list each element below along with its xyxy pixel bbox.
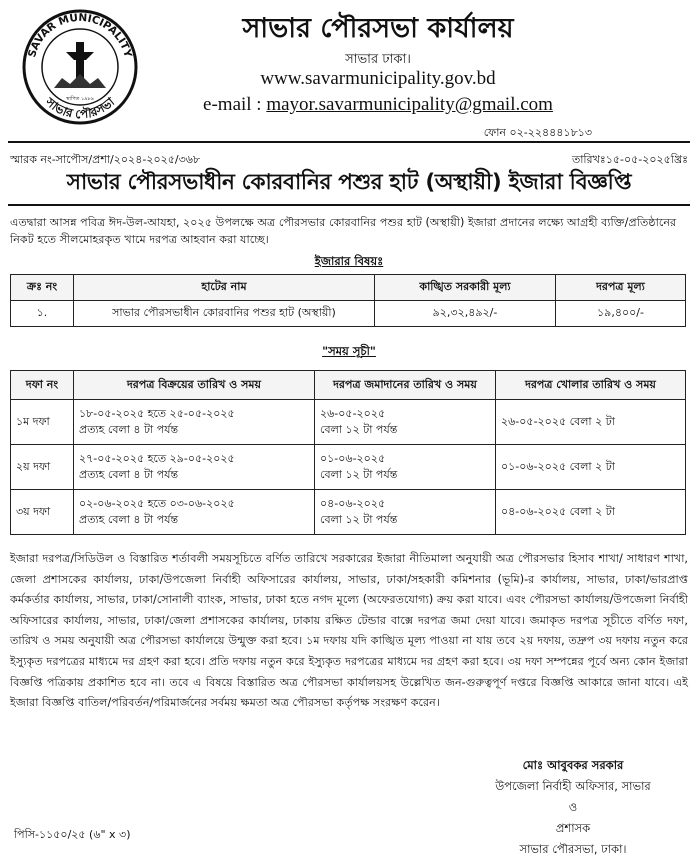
table-row bbox=[11, 400, 686, 445]
market-name-cell: সাভার পৌরসভাধীন কোরবানির পশুর হাট (অস্থায়ী) bbox=[74, 301, 375, 327]
email-label: e-mail : bbox=[203, 94, 267, 115]
column-header: দরপত্র খোলার তারিখ ও সময় bbox=[496, 371, 686, 400]
table-row bbox=[11, 445, 686, 490]
office-title: সাভার পৌরসভা কার্যালয় bbox=[242, 13, 514, 44]
submit-cell: ০৪-০৬-২০২৫ বেলা ১২ টা পর্যন্ত bbox=[315, 490, 496, 535]
column-header: দরপত্র বিক্রয়ের তারিখ ও সময় bbox=[74, 371, 315, 400]
intro-paragraph: এতদ্বারা আসন্ন পবিত্র ঈদ-উল-আযহা, ২০২৫ উপলক্ষে অত্র পৌরসভার কোরবানির পশুর হাট (অস্থায়ী) ইজারা প্রদানের লক্ষ্যে আগ্রহী ব্যক্তি/প্রতিষ্ঠানের নিকট হতে সীলমোহরকৃত খামে দরপত্র আহবান করা যাচ্ছে। bbox=[10, 216, 677, 246]
svg-text:SAVAR MUNICIPALITY: SAVAR MUNICIPALITY bbox=[26, 11, 134, 59]
lease-section-heading: ইজারার বিষয়ঃ bbox=[314, 254, 384, 268]
notice-page bbox=[8, 6, 690, 856]
submit-cell: ০১-০৬-২০২৫ বেলা ১২ টা পর্যন্ত bbox=[315, 445, 496, 490]
column-header: ক্রঃ নং bbox=[11, 275, 74, 301]
sale-cell: ১৮-০৫-২০২৫ হতে ২৫-০৫-২০২৫ প্রত্যহ বেলা ৪ টা পর্যন্ত bbox=[74, 400, 315, 445]
memo-reference: স্মারক নং-সাপৌস/প্রশা/২০২৪-২০২৫/৩৬৮ bbox=[10, 153, 201, 166]
column-header: দরপত্র জমাদানের তারিখ ও সময় bbox=[315, 371, 496, 400]
email-line bbox=[158, 94, 598, 116]
table-row bbox=[11, 301, 686, 327]
signatory-name: মোঃ আবুবকর সরকার bbox=[522, 758, 624, 772]
email-link[interactable]: mayor.savarmunicipality@gmail.com bbox=[266, 94, 553, 115]
signatory-office: সাভার পৌরসভা, ঢাকা। bbox=[519, 842, 627, 856]
open-cell: ২৬-০৫-২০২৫ বেলা ২ টা bbox=[496, 400, 686, 445]
open-cell: ০৪-০৬-২০২৫ বেলা ২ টা bbox=[496, 490, 686, 535]
column-header: কাঙ্খিত সরকারী মূল্য bbox=[375, 275, 556, 301]
column-header: দফা নং bbox=[11, 371, 74, 400]
signatory-role: প্রশাসক bbox=[555, 821, 591, 835]
tender-price-cell: ১৯,৪০০/- bbox=[556, 301, 686, 327]
notice-title: সাভার পৌরসভাধীন কোরবানির পশুর হাট (অস্থায়ী) ইজারা বিজ্ঞপ্তি bbox=[66, 170, 632, 195]
serial-cell: ১. bbox=[11, 301, 74, 327]
submit-cell: ২৬-০৫-২০২৫ বেলা ১২ টা পর্যন্ত bbox=[315, 400, 496, 445]
svg-text:সাভার পৌরসভা: সাভার পৌরসভা bbox=[42, 94, 118, 122]
website-link[interactable]: www.savarmunicipality.gov.bd bbox=[260, 68, 496, 89]
svg-text:স্থাপিত ১৯৮৯: স্থাপিত ১৯৮৯ bbox=[66, 96, 94, 102]
open-cell: ০১-০৬-২০২৫ বেলা ২ টা bbox=[496, 445, 686, 490]
sale-cell: ০২-০৬-২০২৫ হতে ০৩-০৬-২০২৫ প্রত্যহ বেলা ৪ টা পর্যন্ত bbox=[74, 490, 315, 535]
phase-cell: ৩য় দফা bbox=[11, 490, 74, 535]
header-divider bbox=[8, 141, 690, 143]
memo-date: তারিখঃ১৫-০৫-২০২৫খ্রিঃ bbox=[571, 153, 688, 166]
phase-cell: ২য় দফা bbox=[11, 445, 74, 490]
schedule-table-header bbox=[11, 371, 686, 400]
print-code: পিসি-১১৫০/২৫ (৬" x ৩) bbox=[14, 828, 131, 841]
title-divider bbox=[8, 204, 690, 206]
signatory-designation: উপজেলা নির্বাহী অফিসার, সাভার bbox=[495, 779, 651, 793]
table-row bbox=[11, 490, 686, 535]
column-header: দরপত্র মূল্য bbox=[556, 275, 686, 301]
lease-table bbox=[10, 274, 686, 327]
signature-block bbox=[460, 755, 686, 860]
phase-cell: ১ম দফা bbox=[11, 400, 74, 445]
office-location: সাভার ঢাকা। bbox=[345, 52, 411, 67]
schedule-table bbox=[10, 370, 686, 535]
signatory-and: ও bbox=[568, 800, 578, 814]
govt-price-cell: ৯২,৩২,৪৯২/- bbox=[375, 301, 556, 327]
municipality-seal-icon bbox=[14, 8, 146, 126]
schedule-heading: "সময় সূচী" bbox=[322, 344, 376, 358]
phone-number: ফোন ০২-২২৪৪৪১৮১৩ bbox=[483, 126, 592, 139]
lease-table-header bbox=[11, 275, 686, 301]
terms-paragraph: ইজারা দরপত্র/সিডিউল ও বিস্তারিত শর্তাবলী সময়সূচিতে বর্ণিত তারিখে সরকারের ইজারা নীতিমালা অনুযায়ী অত্র পৌরসভার হিসাব শাখা/ সাধারণ শাখা, জেলা প্রশাসকের কার্যালয়, ঢাকা/উপজেলা নির্বাহী অফিসারের কার্যালয়, সাভার, ঢাকা/সহকারী কমিশনার (ভূমি)-র কার্যালয়, সাভার, ঢাকা/ভারপ্রাপ্ত কর্মকর্তার কার্যালয়, সাভার, ঢাকা/সোনালী ব্যাংক, সাভার, ঢাকা হতে নগদ মূল্যে (অফেরতযোগ্য) ক্রয় করা যাবে। এবং পৌরসভা কার্যালয়/উপজেলা নির্বাহী অফিসারের কার্যালয়, সাভার, ঢাকা/জেলা প্রশাসকের কার্যালয়, ঢাকায় রক্ষিত টেন্ডার বাক্সে দরপত্র জমা দেয়া যাবে। জমাকৃত দরপত্র সূচীতে বর্ণিত দফা, তারিখ ও সময় অনুযায়ী অত্র পৌরসভা কার্যালয়ে উন্মুক্ত করা হবে। ১ম দফায় যদি কাঙ্খিত মূল্য পাওয়া না যায় তবে ২য় দফায়, তদ্রুপ ৩য় দফায় নতুন করে ইস্যুকৃত দরপত্রের মাধ্যমে দর গ্রহণ করা হবে। প্রতি দফায় নতুন করে ইস্যুকৃত দরপত্রের মাধ্যমে দর গ্রহণ করা হবে। ৩য় দফা সম্পন্নের পূর্বে অন্য কোন ইজারা বিজ্ঞপ্তি পত্রিকায় প্রকাশিত হবে না। তবে এ বিষয়ে বিস্তারিত অত্র পৌরসভা কার্যালয়সহ উল্লেখিত জন-গুরুত্বপূর্ণ দপ্তরে বিজ্ঞপ্তি আকারে জানা যাবে। এই ইজারা বিজ্ঞপ্তি বাতিল/পরিবর্তন/পরিমার্জনের সর্বময় ক্ষমতা অত্র পৌরসভা কর্তৃপক্ষ সংরক্ষণ করেন। bbox=[10, 552, 688, 710]
column-header: হাটের নাম bbox=[74, 275, 375, 301]
sale-cell: ২৭-০৫-২০২৫ হতে ২৯-০৫-২০২৫ প্রত্যহ বেলা ৪ টা পর্যন্ত bbox=[74, 445, 315, 490]
